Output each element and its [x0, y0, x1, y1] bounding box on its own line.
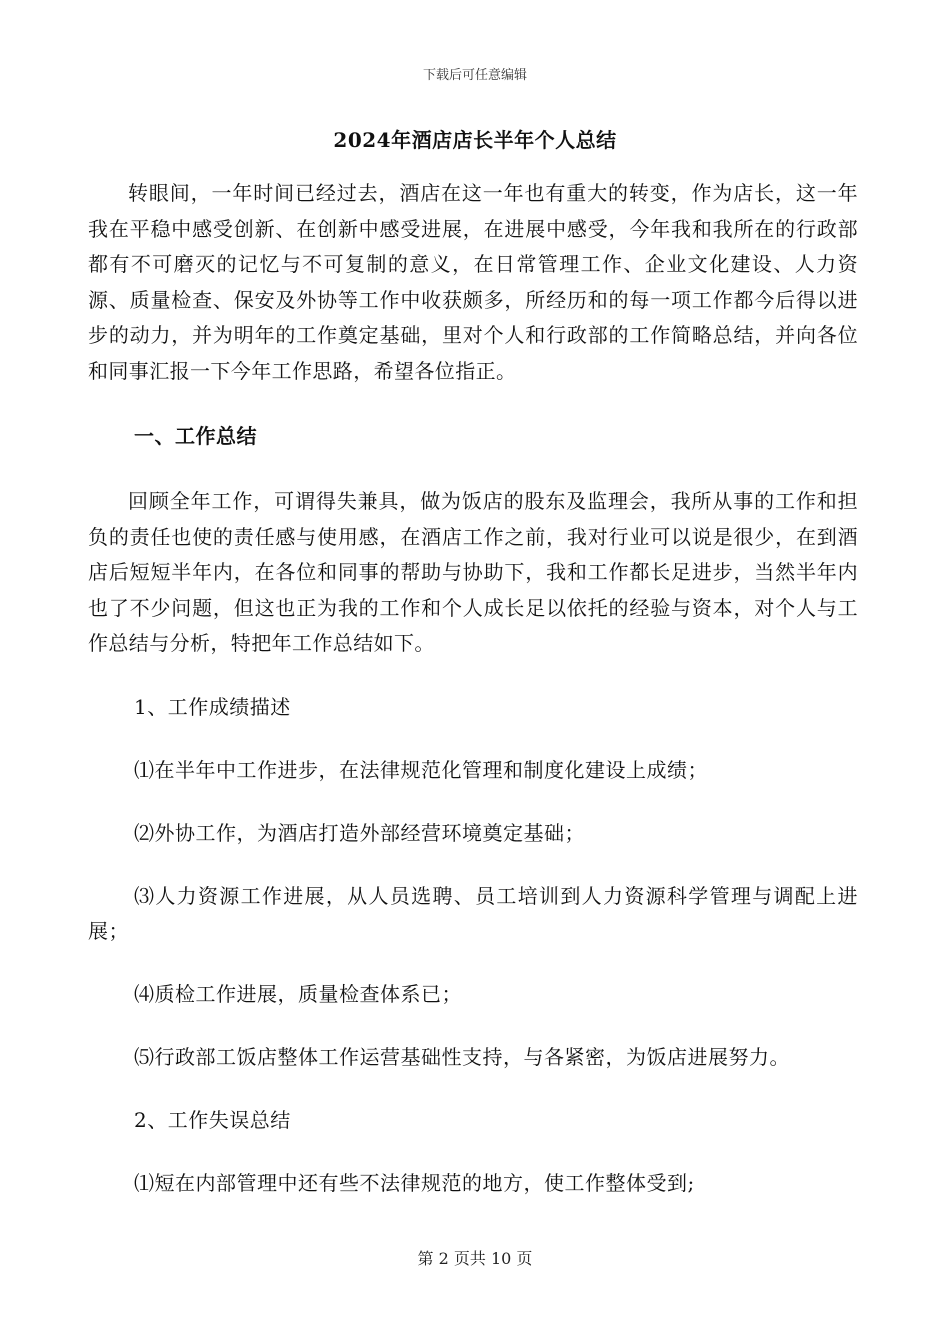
mistake-item-1: ⑴短在内部管理中还有些不法律规范的地方，使工作整体受到; [134, 1170, 695, 1195]
achievement-item-5: ⑸行政部工饭店整体工作运营基础性支持，与各紧密，为饭店进展努力。 [134, 1044, 790, 1069]
intro-paragraph: 转眼间，一年时间已经过去，酒店在这一年也有重大的转变，作为店长，这一年我在平稳中感受创新、在创新中感受进展，在进展中感受，今年我和我所在的行政部都有不可磨灭的记忆与不可复制的意义，在日常管理工作、企业文化建设、人力资源、质量检查、保安及外协等工作中收获颇多，所经历和的每一项工作都今后得以进步的动力，并为明年的工作奠定基础，里对个人和行政部的工作简略总结，并向各位和同事汇报一下今年工作思路，希望各位指正。 [88, 181, 858, 383]
section-heading-work-summary: 一、工作总结 [134, 424, 257, 448]
document-title: 2024年酒店店长半年个人总结 [333, 128, 617, 152]
achievement-item-2: ⑵外协工作，为酒店打造外部经营环境奠定基础； [134, 820, 585, 845]
page-number-footer: 第 2 页共 10 页 [417, 1249, 533, 1268]
page-header-note: 下载后可任意编辑 [422, 68, 527, 83]
achievement-item-4: ⑷质检工作进展，质量检查体系已； [134, 981, 462, 1006]
subheading-achievements: 1、工作成绩描述 [134, 694, 291, 719]
subheading-mistakes: 2、工作失误总结 [134, 1107, 291, 1132]
achievement-item-1: ⑴在半年中工作进步，在法律规范化管理和制度化建设上成绩； [134, 757, 708, 782]
section1-paragraph: 回顾全年工作，可谓得失兼具，做为饭店的股东及监理会，我所从事的工作和担负的责任也使的责任感与使用感，在酒店工作之前，我对行业可以说是很少，在到酒店后短短半年内，在各位和同事的帮助与协助下，我和工作都长足进步，当然半年内也了不少问题，但这也正为我的工作和个人成长足以依托的经验与资本，对个人与工作总结与分析，特把年工作总结如下。 [88, 489, 858, 655]
document-body [88, 176, 858, 1201]
achievement-item-3: ⑶人力资源工作进展，从人员选聘、员工培训到人力资源科学管理与调配上进展； [88, 883, 858, 943]
